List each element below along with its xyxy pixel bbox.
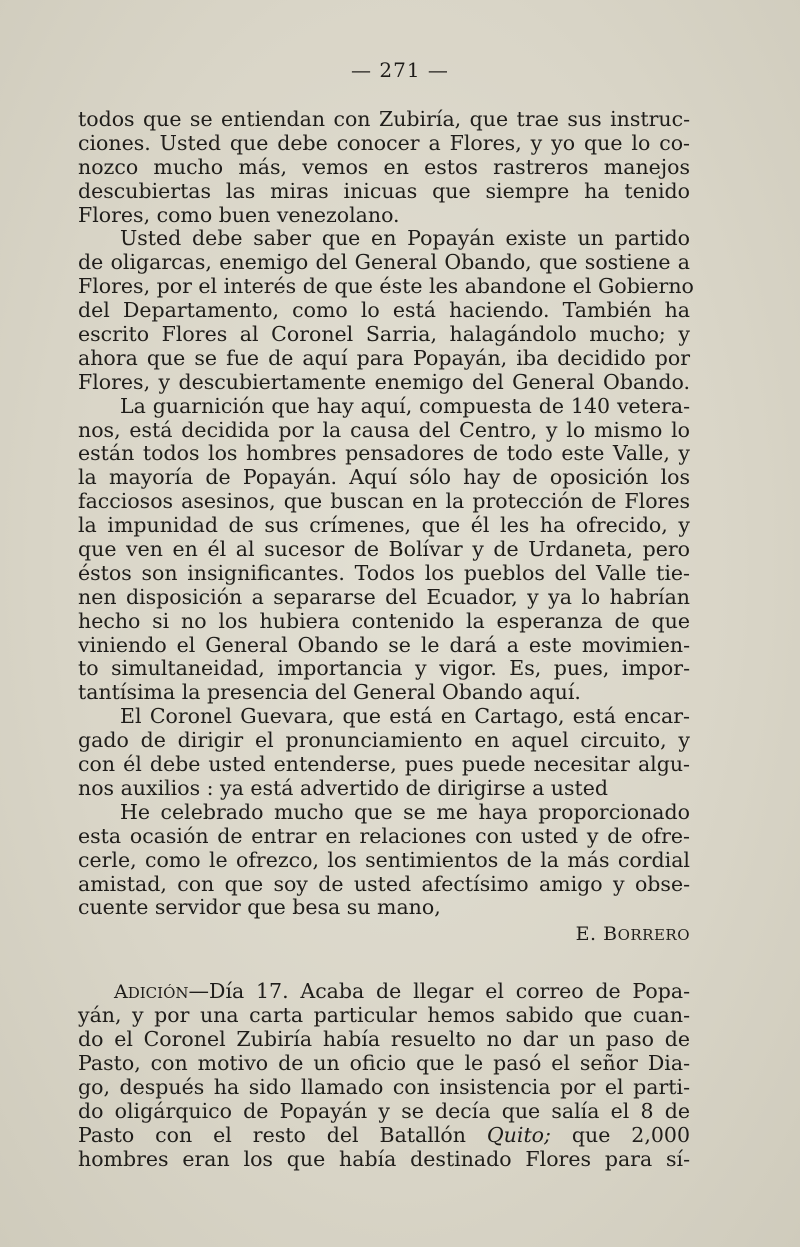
text-line: Flores, como buen venezolano.: [78, 202, 400, 227]
addition-label-first: A: [114, 981, 128, 1004]
text-line: con él debe usted entenderse, pues puede necesitar algu-: [78, 752, 690, 777]
text-line: tantísima la presencia del General Obando aquí.: [78, 680, 581, 705]
text-line: cerle, como le ofrezco, los sentimientos de la más cordial: [78, 847, 690, 872]
text-line: facciosos asesinos, que buscan en la protección de Flores: [78, 489, 690, 514]
text-line: hombres eran los que había destinado Flores para sí-: [78, 1146, 690, 1171]
text-line: del Departamento, como lo está haciendo. También ha: [78, 298, 690, 323]
text-line: éstos son insignificantes. Todos los pueblos del Valle tie-: [78, 560, 690, 585]
addition-paragraph: [78, 980, 690, 1171]
paragraph: [78, 801, 690, 920]
text-line: He celebrado mucho que se me haya proporcionado: [120, 799, 690, 824]
text-line: la impunidad de sus crímenes, que él les ha ofrecido, y: [78, 513, 690, 538]
text-line: Pasto, con motivo de un oficio que le pasó el señor Dia-: [78, 1050, 690, 1075]
text-line: El Coronel Guevara, que está en Cartago, está encar-: [120, 704, 690, 729]
paragraph: [78, 395, 690, 706]
text-line: nen disposición a separarse del Ecuador, y ya lo habrían: [78, 584, 690, 609]
addition-label-rest: DICIÓN: [127, 984, 189, 1003]
text-line: ciones. Usted que debe conocer a Flores, y yo que lo co-: [78, 130, 690, 155]
text-line: viniendo el General Obando se le dará a este movimien-: [78, 632, 690, 657]
text-line: de oligarcas, enemigo del General Obando, que sostiene a: [78, 250, 690, 275]
addition-line-text: —Día 17. Acaba de llegar el correo de Popa-: [188, 979, 690, 1004]
text-line: escrito Flores al Coronel Sarria, halagándolo mucho; y: [78, 322, 690, 347]
page-number: — 271 —: [351, 58, 449, 82]
text-line: go, después ha sido llamado con insistencia por el parti-: [78, 1074, 690, 1099]
text-line: do el Coronel Zubiría había resuelto no dar un paso de: [78, 1027, 690, 1052]
text-line: Flores, y descubiertamente enemigo del General Obando.: [78, 369, 690, 394]
signature-rest: ORRERO: [617, 926, 690, 945]
text-line: [78, 1124, 690, 1148]
text-line: cuente servidor que besa su mano,: [78, 895, 441, 920]
battalion-name: Quito;: [486, 1122, 551, 1147]
text-line: do oligárquico de Popayán y se decía que salía el 8 de: [78, 1098, 690, 1123]
signature-initial: E. B: [575, 923, 618, 946]
signature: [78, 922, 690, 946]
text-line: La guarnición que hay aquí, compuesta de 140 vetera-: [120, 393, 690, 418]
text-line: esta ocasión de entrar en relaciones con usted y de ofre-: [78, 823, 690, 848]
text-line: to simultaneidad, importancia y vigor. Es, pues, impor-: [78, 656, 690, 681]
text-line: Usted debe saber que en Popayán existe un partido: [120, 226, 690, 251]
text-line: Flores, por el interés de que éste les abandone el Gobierno: [78, 274, 694, 299]
text-segment: que 2,000: [550, 1122, 690, 1147]
text-line: nos, está decidida por la causa del Centro, y lo mismo lo: [78, 417, 690, 442]
text-line: la mayoría de Popayán. Aquí sólo hay de oposición los: [78, 465, 690, 490]
text-segment: Pasto con el resto del Batallón: [78, 1122, 487, 1147]
text-line: nos auxilios : ya está advertido de dirigirse a usted: [78, 775, 609, 800]
text-line: [78, 980, 690, 1004]
text-line: amistad, con que soy de usted afectísimo amigo y obse-: [78, 871, 690, 896]
paragraph: [78, 705, 690, 801]
paragraph: [78, 108, 690, 227]
text-line: yán, y por una carta particular hemos sabido que cuan-: [78, 1003, 690, 1028]
text-line: todos que se entiendan con Zubiría, que trae sus instruc-: [78, 107, 690, 131]
text-line: gado de dirigir el pronunciamiento en aquel circuito, y: [78, 728, 690, 753]
text-line: que ven en él al sucesor de Bolívar y de Urdaneta, pero: [78, 537, 690, 562]
text-line: están todos los hombres pensadores de todo este Valle, y: [78, 441, 690, 466]
text-line: nozco mucho más, vemos en estos rastreros manejos: [78, 154, 690, 179]
paragraph: [78, 226, 694, 394]
text-line: descubiertas las miras inicuas que siempre ha tenido: [78, 178, 690, 203]
text-line: hecho si no los hubiera contenido la esperanza de que: [78, 608, 690, 633]
text-line: ahora que se fue de aquí para Popayán, iba decidido por: [78, 345, 690, 370]
letter-body: [78, 107, 694, 1171]
